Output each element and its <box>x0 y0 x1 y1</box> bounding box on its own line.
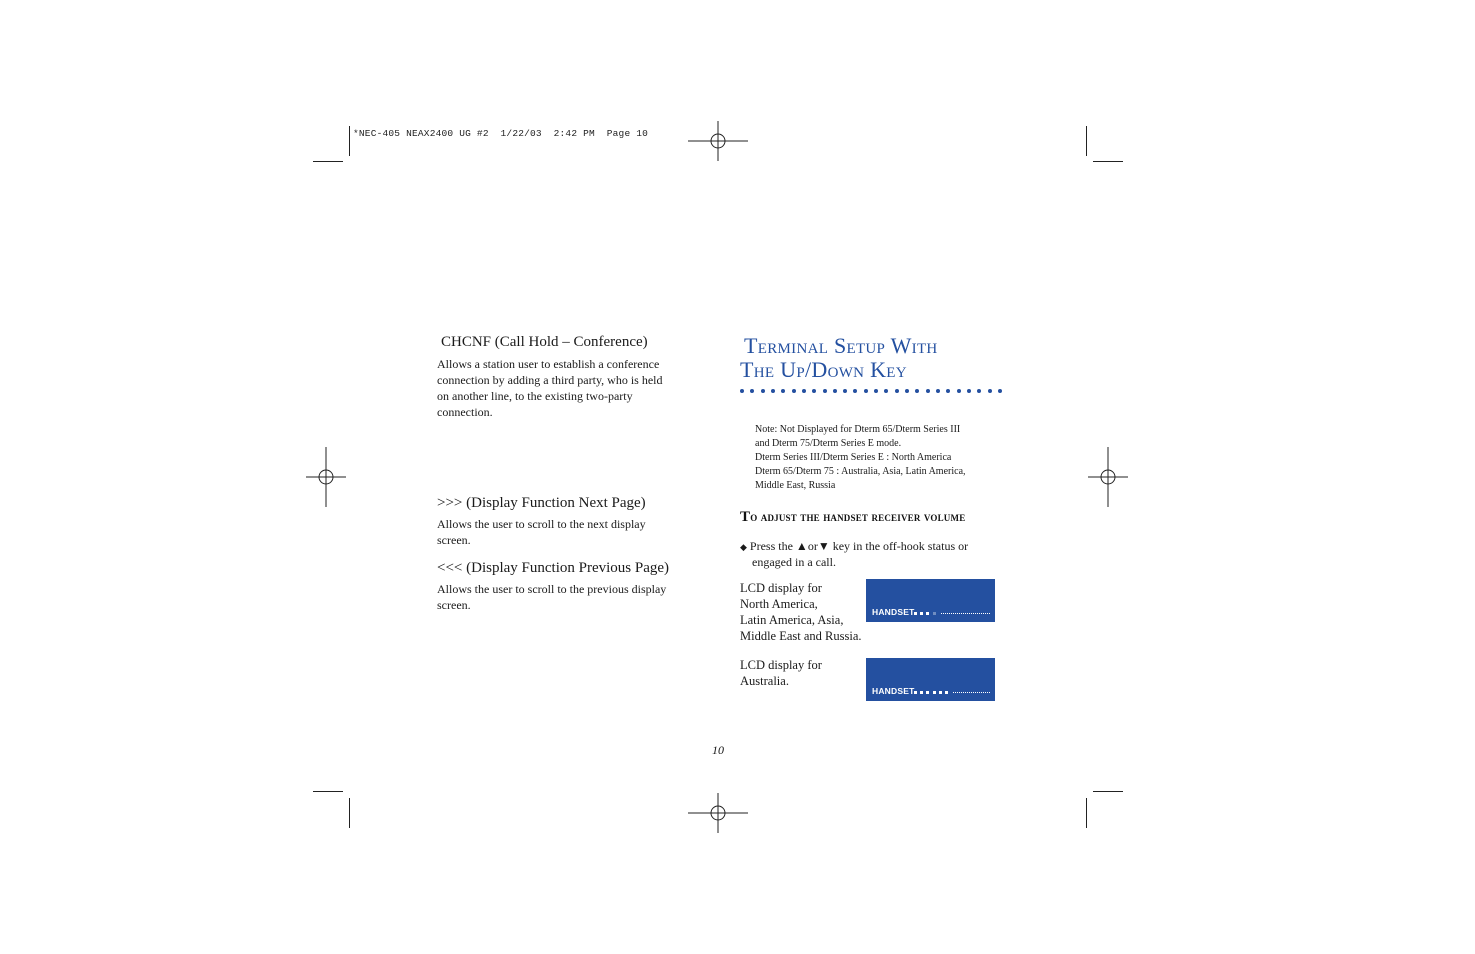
body-line: screen. <box>437 598 471 612</box>
crop-mark <box>349 126 350 156</box>
volume-level-segment <box>926 691 929 694</box>
rule-dot <box>998 389 1002 393</box>
lcd-screen <box>866 579 995 622</box>
rule-dot <box>781 389 785 393</box>
volume-scale-line <box>953 692 990 693</box>
volume-level-segment <box>945 691 948 694</box>
title-line: Terminal Setup With <box>744 333 938 358</box>
rule-dot <box>884 389 888 393</box>
subheading-initial: T <box>740 509 751 525</box>
rule-dot <box>802 389 806 393</box>
rule-dot <box>833 389 837 393</box>
caption-line: LCD display for <box>740 658 822 672</box>
rule-dot <box>977 389 981 393</box>
note-line: Dterm Series III/Dterm Series E : North America <box>755 452 952 463</box>
volume-level-segment <box>926 612 929 615</box>
body-line: connection by adding a third party, who is held <box>437 373 663 387</box>
up-arrow-icon: ▲ <box>795 539 808 553</box>
volume-level-empty <box>933 612 936 615</box>
crop-mark <box>1086 798 1087 828</box>
rule-dot <box>988 389 992 393</box>
note-line: and Dterm 75/Dterm Series E mode. <box>755 438 902 449</box>
dotted-rule <box>740 387 1002 395</box>
rule-dot <box>957 389 961 393</box>
section-heading: CHCNF (Call Hold – Conference) <box>441 334 648 350</box>
diamond-bullet-icon: ◆ <box>740 542 747 552</box>
bullet-text-suffix: key in the off-hook status or <box>829 539 969 553</box>
body-line: connection. <box>437 405 493 419</box>
title-line: The Up/Down Key <box>740 357 907 382</box>
note-line: Middle East, Russia <box>755 480 836 491</box>
crop-mark <box>1093 161 1123 162</box>
section-chcnf <box>437 334 707 420</box>
volume-scale-line <box>941 613 990 614</box>
caption-line: Australia. <box>740 674 789 688</box>
print-slug: *NEC-405 NEAX2400 UG #2 1/22/03 2:42 PM Page 10 <box>353 128 649 139</box>
caption-line: LCD display for <box>740 581 822 595</box>
rule-dot <box>874 389 878 393</box>
volume-level-segment <box>920 612 923 615</box>
bullet-text-prefix: Press the <box>749 539 796 553</box>
body-line: Allows the user to scroll to the previous display <box>437 582 667 596</box>
rule-dot <box>823 389 827 393</box>
volume-level-segment <box>939 691 942 694</box>
registration-mark-icon <box>296 447 356 507</box>
note-block <box>755 423 1000 493</box>
body-line: on another line, to the existing two-party <box>437 389 633 403</box>
body-line: Allows the user to scroll to the next display <box>437 517 646 531</box>
body-line: Allows a station user to establish a conference <box>437 357 660 371</box>
caption-line: Middle East and Russia. <box>740 629 862 643</box>
registration-mark-icon <box>688 111 748 171</box>
crop-mark <box>1086 126 1087 156</box>
rule-dot <box>792 389 796 393</box>
rule-dot <box>926 389 930 393</box>
rule-dot <box>812 389 816 393</box>
body-line: screen. <box>437 533 471 547</box>
rule-dot <box>946 389 950 393</box>
crop-mark <box>1093 791 1123 792</box>
caption-line: Latin America, Asia, <box>740 613 844 627</box>
rule-dot <box>853 389 857 393</box>
lcd-caption <box>740 657 870 689</box>
page-title <box>740 334 1010 382</box>
section-next-page <box>437 495 707 548</box>
rule-dot <box>750 389 754 393</box>
rule-dot <box>864 389 868 393</box>
lcd-screen <box>866 658 995 701</box>
bullet-text-line2: engaged in a call. <box>752 555 836 569</box>
lcd-label: HANDSET <box>872 686 915 696</box>
crop-mark <box>313 791 343 792</box>
subheading-text: o adjust the handset receiver volume <box>750 510 966 524</box>
crop-mark <box>313 161 343 162</box>
page-number: 10 <box>712 743 724 757</box>
subheading <box>740 509 965 526</box>
bullet-instruction <box>740 539 1002 570</box>
rule-dot <box>740 389 744 393</box>
down-arrow-icon: ▼ <box>817 539 830 553</box>
note-line: Note: Not Displayed for Dterm 65/Dterm Series III <box>755 424 961 435</box>
note-line: Dterm 65/Dterm 75 : Australia, Asia, Latin America, <box>755 466 966 477</box>
volume-level-segment <box>920 691 923 694</box>
crop-mark <box>349 798 350 828</box>
rule-dot <box>967 389 971 393</box>
volume-level-segment <box>933 691 936 694</box>
rule-dot <box>905 389 909 393</box>
rule-dot <box>771 389 775 393</box>
caption-line: North America, <box>740 597 818 611</box>
rule-dot <box>936 389 940 393</box>
lcd-caption <box>740 580 870 644</box>
bullet-or-text: or <box>807 539 818 553</box>
registration-mark-icon <box>1078 447 1138 507</box>
section-body <box>437 516 707 548</box>
section-heading: <<< (Display Function Previous Page) <box>437 560 670 576</box>
section-heading: >>> (Display Function Next Page) <box>437 495 646 511</box>
registration-mark-icon <box>688 783 748 843</box>
rule-dot <box>895 389 899 393</box>
volume-level-segment <box>914 612 917 615</box>
section-previous-page <box>437 560 707 613</box>
rule-dot <box>761 389 765 393</box>
rule-dot <box>843 389 847 393</box>
section-body <box>437 356 707 420</box>
rule-dot <box>915 389 919 393</box>
lcd-label: HANDSET <box>872 607 915 617</box>
section-body <box>437 581 707 613</box>
volume-level-segment <box>914 691 917 694</box>
